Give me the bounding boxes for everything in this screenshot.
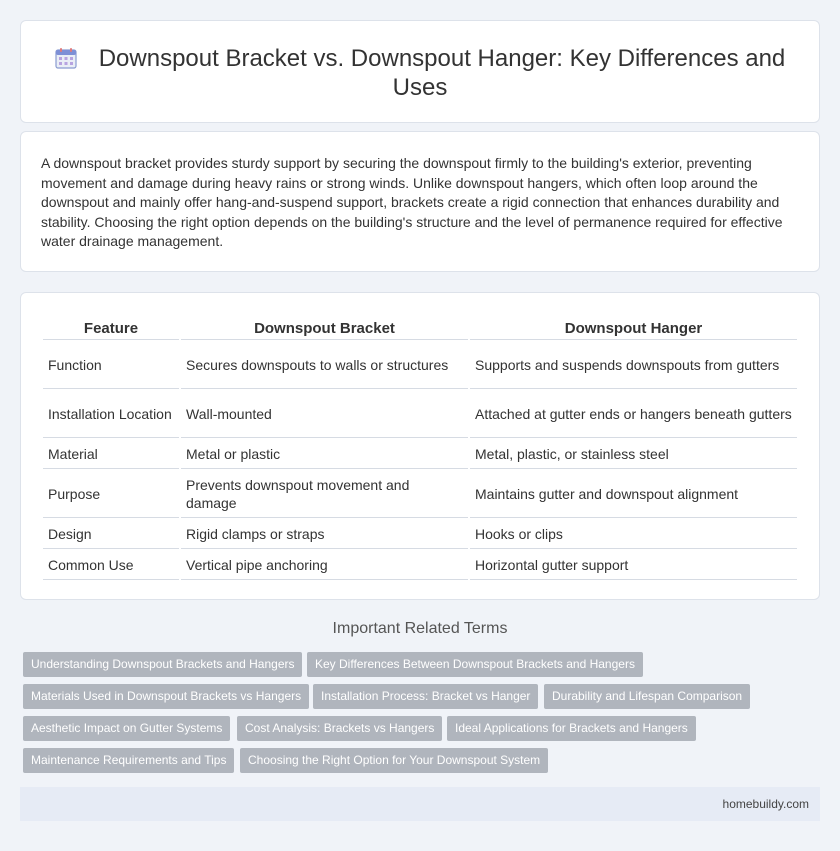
related-tag[interactable]: Maintenance Requirements and Tips <box>23 748 234 773</box>
related-tag[interactable]: Materials Used in Downspout Brackets vs Hangers <box>23 684 309 709</box>
page-title-wrap <box>51 44 789 102</box>
intro-card <box>20 131 820 272</box>
comparison-card <box>20 292 820 600</box>
row-hanger: Maintains gutter and downspout alignment <box>470 471 797 518</box>
table-row <box>43 551 797 580</box>
calendar-icon <box>55 47 77 69</box>
related-tag[interactable]: Cost Analysis: Brackets vs Hangers <box>237 716 442 741</box>
row-hanger: Horizontal gutter support <box>470 551 797 580</box>
related-tag[interactable]: Choosing the Right Option for Your Downspout System <box>240 748 548 773</box>
table-row <box>43 391 797 438</box>
row-bracket: Wall-mounted <box>181 391 468 438</box>
row-feature: Common Use <box>43 551 179 580</box>
table-row <box>43 471 797 518</box>
related-tag[interactable]: Aesthetic Impact on Gutter Systems <box>23 716 230 741</box>
related-tag[interactable]: Installation Process: Bracket vs Hanger <box>313 684 538 709</box>
row-bracket: Metal or plastic <box>181 440 468 469</box>
row-feature: Purpose <box>43 471 179 518</box>
page-title: Downspout Bracket vs. Downspout Hanger: Key Differences and Uses <box>98 45 786 101</box>
row-bracket: Prevents downspout movement and damage <box>181 471 468 518</box>
row-hanger: Supports and suspends downspouts from gutters <box>470 342 797 389</box>
header-bracket: Downspout Bracket <box>181 317 468 340</box>
row-hanger: Metal, plastic, or stainless steel <box>470 440 797 469</box>
related-tag[interactable]: Ideal Applications for Brackets and Hangers <box>447 716 696 741</box>
related-terms-title: Important Related Terms <box>332 620 508 637</box>
row-feature: Function <box>43 342 179 389</box>
table-header-row <box>43 317 797 340</box>
table-row <box>43 520 797 549</box>
row-feature: Material <box>43 440 179 469</box>
row-feature: Design <box>43 520 179 549</box>
row-feature: Installation Location <box>43 391 179 438</box>
header-hanger: Downspout Hanger <box>470 317 797 340</box>
comparison-table <box>41 315 799 582</box>
related-tag[interactable]: Key Differences Between Downspout Brackets and Hangers <box>307 652 643 677</box>
related-tag[interactable]: Understanding Downspout Brackets and Hangers <box>23 652 302 677</box>
row-bracket: Vertical pipe anchoring <box>181 551 468 580</box>
related-tag[interactable]: Durability and Lifespan Comparison <box>544 684 750 709</box>
footer <box>20 787 820 821</box>
row-bracket: Secures downspouts to walls or structures <box>181 342 468 389</box>
table-row <box>43 440 797 469</box>
row-hanger: Hooks or clips <box>470 520 797 549</box>
intro-paragraph: A downspout bracket provides sturdy support by securing the downspout firmly to the building's exterior, preventing movement and damage during heavy rains or strong winds. Unlike downspout hangers, which often loop around the downspout and mainly offer hang-and-suspend support, brackets create a rigid connection that enhances durability and stability. Choosing the right option depends on the building's structure and the level of permanence required for effective water drainage management. <box>41 155 783 250</box>
title-card <box>20 20 820 123</box>
header-feature: Feature <box>43 317 179 340</box>
row-hanger: Attached at gutter ends or hangers beneath gutters <box>470 391 797 438</box>
table-row <box>43 342 797 389</box>
footer-site[interactable]: homebuildy.com <box>722 797 809 811</box>
row-bracket: Rigid clamps or straps <box>181 520 468 549</box>
